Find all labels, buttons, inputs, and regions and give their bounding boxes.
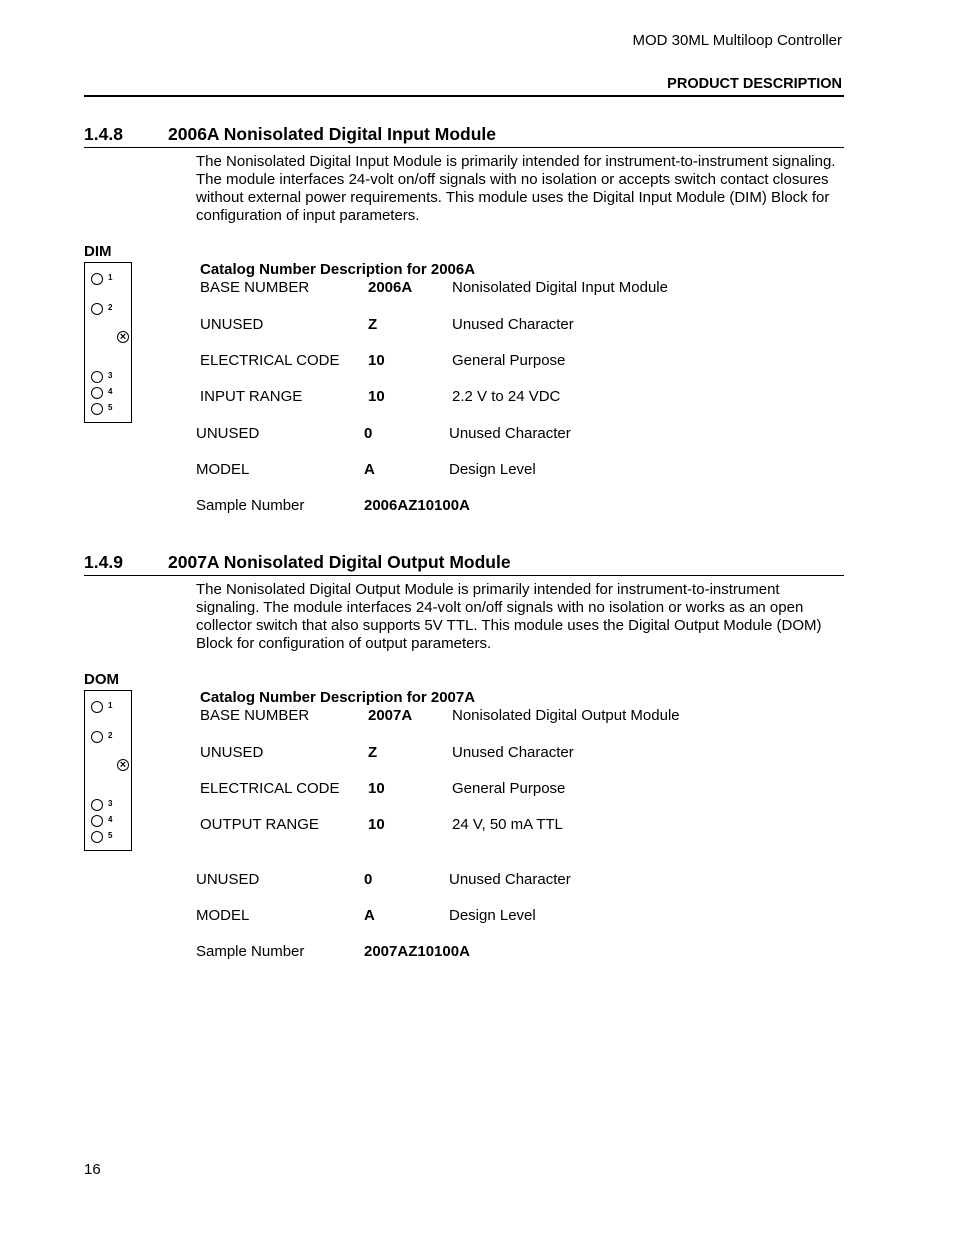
sample-number: 2006AZ10100A bbox=[364, 497, 470, 514]
catalog-desc: General Purpose bbox=[452, 352, 566, 369]
catalog-code: 10 bbox=[368, 388, 385, 405]
terminal-circle bbox=[91, 387, 103, 399]
section-rule bbox=[84, 147, 844, 148]
catalog-field: Sample Number bbox=[196, 943, 305, 960]
catalog-code: A bbox=[364, 461, 375, 478]
catalog-desc: Nonisolated Digital Input Module bbox=[452, 279, 668, 296]
terminal-circle bbox=[91, 403, 103, 415]
terminal-number: 5 bbox=[108, 403, 113, 412]
terminal-number: 2 bbox=[108, 731, 113, 740]
catalog-field: BASE NUMBER bbox=[200, 279, 310, 296]
catalog-desc: Unused Character bbox=[452, 316, 574, 333]
terminal-circle bbox=[91, 273, 103, 285]
catalog-desc: Unused Character bbox=[449, 425, 571, 442]
catalog-desc: Design Level bbox=[449, 461, 536, 478]
section-paragraph: The Nonisolated Digital Output Module is primarily intended for instrument-to-instrument signaling. The module interfaces 24-volt on/off signals with no isolation or works as an open collector switch that also supports 5V TTL. This module uses the Digital Output Module (DOM) Block for configuration of output parameters. bbox=[196, 581, 822, 652]
terminal-panel bbox=[84, 690, 132, 851]
section-title: 2007A Nonisolated Digital Output Module bbox=[168, 552, 511, 572]
section-number: 1.4.8 bbox=[84, 124, 123, 144]
page-number: 16 bbox=[84, 1161, 101, 1178]
unused-terminal-x-icon: × bbox=[117, 331, 129, 343]
terminal-circle bbox=[91, 799, 103, 811]
catalog-field: MODEL bbox=[196, 907, 250, 924]
catalog-code: Z bbox=[368, 316, 378, 333]
catalog-field: UNUSED bbox=[196, 425, 260, 442]
catalog-field: BASE NUMBER bbox=[200, 707, 310, 724]
terminal-number: 3 bbox=[108, 799, 113, 808]
catalog-desc: Unused Character bbox=[449, 871, 571, 888]
catalog-code: 10 bbox=[368, 352, 385, 369]
section-header: PRODUCT DESCRIPTION bbox=[667, 76, 842, 92]
module-label: DOM bbox=[84, 671, 119, 688]
catalog-field: UNUSED bbox=[200, 744, 264, 761]
section-title: 2006A Nonisolated Digital Input Module bbox=[168, 124, 496, 144]
catalog-code: 0 bbox=[364, 425, 373, 442]
catalog-desc: Unused Character bbox=[452, 744, 574, 761]
terminal-circle bbox=[91, 303, 103, 315]
unused-terminal-x-icon: × bbox=[117, 759, 129, 771]
catalog-field: ELECTRICAL CODE bbox=[200, 352, 340, 369]
sample-number: 2007AZ10100A bbox=[364, 943, 470, 960]
catalog-heading: Catalog Number Description for 2006A bbox=[200, 261, 476, 278]
module-label: DIM bbox=[84, 243, 112, 260]
catalog-code: 2007A bbox=[368, 707, 413, 724]
catalog-desc: Nonisolated Digital Output Module bbox=[452, 707, 680, 724]
catalog-code: 10 bbox=[368, 816, 385, 833]
catalog-field: Sample Number bbox=[196, 497, 305, 514]
terminal-number: 1 bbox=[108, 273, 113, 282]
section-rule bbox=[84, 575, 844, 576]
terminal-circle bbox=[91, 831, 103, 843]
terminal-circle bbox=[91, 815, 103, 827]
catalog-desc: Design Level bbox=[449, 907, 536, 924]
catalog-heading: Catalog Number Description for 2007A bbox=[200, 689, 476, 706]
terminal-panel bbox=[84, 262, 132, 423]
terminal-number: 1 bbox=[108, 701, 113, 710]
terminal-number: 5 bbox=[108, 831, 113, 840]
catalog-field: UNUSED bbox=[196, 871, 260, 888]
terminal-number: 4 bbox=[108, 815, 113, 824]
terminal-circle bbox=[91, 701, 103, 713]
catalog-code: 2006A bbox=[368, 279, 413, 296]
header-rule bbox=[84, 95, 844, 97]
catalog-field: OUTPUT RANGE bbox=[200, 816, 319, 833]
terminal-number: 4 bbox=[108, 387, 113, 396]
terminal-number: 3 bbox=[108, 371, 113, 380]
terminal-circle bbox=[91, 731, 103, 743]
catalog-code: 0 bbox=[364, 871, 373, 888]
catalog-field: UNUSED bbox=[200, 316, 264, 333]
catalog-field: MODEL bbox=[196, 461, 250, 478]
section-paragraph: The Nonisolated Digital Input Module is primarily intended for instrument-to-instrument signaling. The module interfaces 24-volt on/off signals with no isolation or accepts switch contact closures without external power requirements. This module uses the Digital Input Module (DIM) Block for configuration of input parameters. bbox=[196, 153, 836, 224]
section-number: 1.4.9 bbox=[84, 552, 123, 572]
terminal-number: 2 bbox=[108, 303, 113, 312]
catalog-code: Z bbox=[368, 744, 378, 761]
catalog-desc: 2.2 V to 24 VDC bbox=[452, 388, 561, 405]
catalog-desc: 24 V, 50 mA TTL bbox=[452, 816, 563, 833]
terminal-circle bbox=[91, 371, 103, 383]
document-title: MOD 30ML Multiloop Controller bbox=[632, 32, 842, 49]
catalog-code: A bbox=[364, 907, 375, 924]
catalog-code: 10 bbox=[368, 780, 385, 797]
catalog-field: ELECTRICAL CODE bbox=[200, 780, 340, 797]
catalog-desc: General Purpose bbox=[452, 780, 566, 797]
catalog-field: INPUT RANGE bbox=[200, 388, 303, 405]
